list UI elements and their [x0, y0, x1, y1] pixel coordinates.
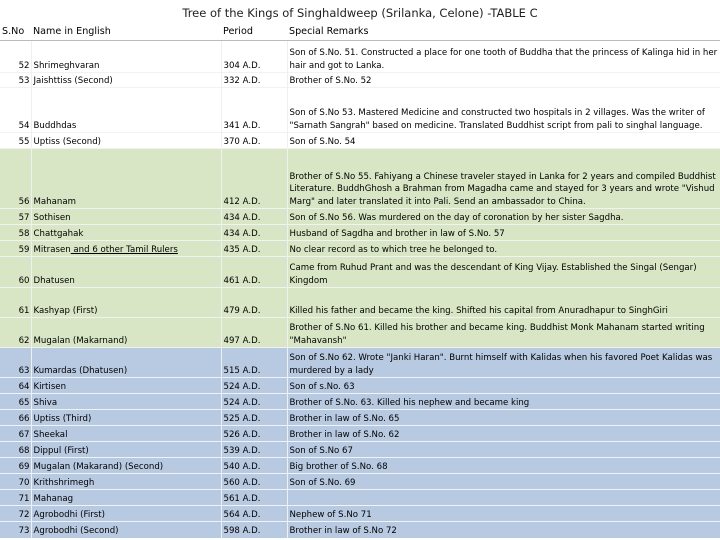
cell-period: 526 A.D.	[221, 426, 287, 442]
cell-name	[31, 458, 221, 474]
cell-remarks: Son of S.No 53. Mastered Medicine and constructed two hospitals in 2 villages. Was the writer of "Sarnath Sangrah" based on medicine. Translated Buddhist script from pali to singhal language.	[287, 88, 720, 133]
cell-remarks: Husband of Sagdha and brother in law of S.No. 57	[287, 225, 720, 241]
cell-period: 332 A.D.	[221, 73, 287, 88]
table-row	[0, 410, 720, 426]
cell-sno: 61	[0, 288, 31, 318]
cell-sno: 67	[0, 426, 31, 442]
table-row	[0, 288, 720, 318]
cell-period: 341 A.D.	[221, 88, 287, 133]
table-row	[0, 209, 720, 225]
king-name: Shrimeghvaran	[33, 60, 100, 71]
table-row	[0, 88, 720, 133]
cell-sno: 71	[0, 490, 31, 506]
cell-remarks: Brother in law of S.No. 65	[287, 410, 720, 426]
table-row	[0, 426, 720, 442]
cell-name	[31, 149, 221, 209]
cell-sno: 65	[0, 394, 31, 410]
cell-sno: 69	[0, 458, 31, 474]
king-name: Kirtisen	[33, 381, 67, 392]
cell-sno: 63	[0, 348, 31, 378]
cell-name	[31, 426, 221, 442]
cell-sno: 73	[0, 522, 31, 538]
cell-name	[31, 490, 221, 506]
table-row	[0, 378, 720, 394]
cell-period: 304 A.D.	[221, 41, 287, 73]
cell-name	[31, 88, 221, 133]
cell-sno: 52	[0, 41, 31, 73]
cell-remarks	[287, 490, 720, 506]
cell-sno: 54	[0, 88, 31, 133]
cell-name	[31, 442, 221, 458]
table-row	[0, 241, 720, 257]
cell-name	[31, 506, 221, 522]
table-row	[0, 394, 720, 410]
cell-period: 524 A.D.	[221, 394, 287, 410]
cell-period: 525 A.D.	[221, 410, 287, 426]
cell-remarks: Brother in law of S.No 72	[287, 522, 720, 538]
table-row	[0, 522, 720, 538]
king-name: Dhatusen	[33, 275, 75, 286]
table-row	[0, 73, 720, 88]
king-name: Sheekal	[33, 429, 68, 440]
cell-sno: 66	[0, 410, 31, 426]
table-row	[0, 490, 720, 506]
king-name-extra: and 6 other Tamil Rulers	[70, 244, 178, 255]
cell-remarks: Brother of S.No 61. Killed his brother and became king. Buddhist Monk Mahanam started writing "Mahavansh"	[287, 318, 720, 348]
cell-remarks: Big brother of S.No. 68	[287, 458, 720, 474]
table-row	[0, 348, 720, 378]
cell-name	[31, 257, 221, 288]
cell-sno: 70	[0, 474, 31, 490]
cell-remarks: No clear record as to which tree he belonged to.	[287, 241, 720, 257]
cell-name	[31, 378, 221, 394]
king-name: Mugalan (Makarand) (Second)	[33, 461, 164, 472]
table-row	[0, 41, 720, 73]
cell-name	[31, 225, 221, 241]
cell-period: 412 A.D.	[221, 149, 287, 209]
cell-remarks: Brother of S.No 55. Fahiyang a Chinese traveler stayed in Lanka for 2 years and compiled Buddhist Literature. BuddhGhosh a Brahman from Magadha came and stayed for 3 years and wrote "Vishud Marg" and later translated it into Pali. Send an ambassador to China.	[287, 149, 720, 209]
cell-period: 479 A.D.	[221, 288, 287, 318]
header-remarks: Special Remarks	[287, 24, 720, 41]
header-sno: S.No	[0, 24, 31, 41]
table-row	[0, 149, 720, 209]
cell-sno: 59	[0, 241, 31, 257]
header-name: Name in English	[31, 24, 221, 41]
cell-period: 497 A.D.	[221, 318, 287, 348]
cell-period: 598 A.D.	[221, 522, 287, 538]
cell-remarks: Son of S.No 67	[287, 442, 720, 458]
king-name: Uptiss (Second)	[33, 136, 102, 147]
cell-sno: 72	[0, 506, 31, 522]
cell-period: 434 A.D.	[221, 209, 287, 225]
table-row	[0, 458, 720, 474]
king-name: Mahanam	[33, 196, 76, 207]
cell-remarks: Killed his father and became the king. Shifted his capital from Anuradhapur to SinghGiri	[287, 288, 720, 318]
cell-sno: 56	[0, 149, 31, 209]
cell-period: 540 A.D.	[221, 458, 287, 474]
king-name: Buddhdas	[33, 120, 77, 131]
cell-name	[31, 410, 221, 426]
cell-name	[31, 41, 221, 73]
cell-sno: 57	[0, 209, 31, 225]
king-name: Shiva	[33, 397, 58, 408]
header-period: Period	[221, 24, 287, 41]
king-name: Kashyap (First)	[33, 305, 98, 316]
cell-name	[31, 73, 221, 88]
king-name: Mugalan (Makarnand)	[33, 335, 128, 346]
cell-name	[31, 318, 221, 348]
cell-period: 539 A.D.	[221, 442, 287, 458]
cell-period: 461 A.D.	[221, 257, 287, 288]
king-name: Krithshrimegh	[33, 477, 95, 488]
cell-remarks: Nephew of S.No 71	[287, 506, 720, 522]
cell-sno: 58	[0, 225, 31, 241]
cell-name	[31, 241, 221, 257]
cell-sno: 62	[0, 318, 31, 348]
cell-sno: 64	[0, 378, 31, 394]
page-title: Tree of the Kings of Singhaldweep (Srilanka, Celone) -TABLE C	[182, 6, 538, 20]
king-name: Sothisen	[33, 212, 71, 223]
king-name: Chattgahak	[33, 228, 84, 239]
table-row	[0, 506, 720, 522]
cell-sno: 60	[0, 257, 31, 288]
cell-name	[31, 288, 221, 318]
cell-name	[31, 348, 221, 378]
king-name: Jaishttiss (Second)	[33, 75, 113, 86]
cell-period: 435 A.D.	[221, 241, 287, 257]
cell-remarks: Brother of S.No. 52	[287, 73, 720, 88]
cell-sno: 55	[0, 133, 31, 149]
cell-period: 564 A.D.	[221, 506, 287, 522]
cell-name	[31, 209, 221, 225]
cell-remarks: Son of S.No 62. Wrote "Janki Haran". Burnt himself with Kalidas when his favored Poet Kalidas was murdered by a lady	[287, 348, 720, 378]
table-row	[0, 442, 720, 458]
king-name: Mahanag	[33, 493, 74, 504]
cell-remarks: Son of s.No. 63	[287, 378, 720, 394]
king-name: Agrobodhi (Second)	[33, 526, 119, 536]
cell-period: 561 A.D.	[221, 490, 287, 506]
cell-name	[31, 133, 221, 149]
cell-name	[31, 474, 221, 490]
cell-remarks: Son of S.No. 69	[287, 474, 720, 490]
cell-period: 524 A.D.	[221, 378, 287, 394]
cell-remarks: Came from Ruhud Prant and was the descendant of King Vijay. Established the Singal (Sengar) Kingdom	[287, 257, 720, 288]
cell-remarks: Son of S.No 56. Was murdered on the day of coronation by her sister Sagdha.	[287, 209, 720, 225]
table-row	[0, 257, 720, 288]
kings-table	[0, 24, 720, 538]
table-row	[0, 474, 720, 490]
table-row	[0, 133, 720, 149]
table-row	[0, 318, 720, 348]
cell-name	[31, 522, 221, 538]
king-name: Agrobodhi (First)	[33, 509, 105, 520]
cell-remarks: Brother of S.No. 63. Killed his nephew and became king	[287, 394, 720, 410]
king-name: Uptiss (Third)	[33, 413, 92, 424]
king-name: Kumardas (Dhatusen)	[33, 365, 128, 376]
cell-remarks: Son of S.No. 51. Constructed a place for one tooth of Buddha that the princess of Kalinga hid in her hair and got to Lanka.	[287, 41, 720, 73]
cell-sno: 53	[0, 73, 31, 88]
cell-sno: 68	[0, 442, 31, 458]
table-header-row	[0, 24, 720, 41]
cell-name	[31, 394, 221, 410]
table-row	[0, 225, 720, 241]
cell-remarks: Son of S.No. 54	[287, 133, 720, 149]
cell-period: 560 A.D.	[221, 474, 287, 490]
king-name: Mitrasen	[33, 244, 71, 255]
cell-period: 515 A.D.	[221, 348, 287, 378]
cell-remarks: Brother in law of S.No. 62	[287, 426, 720, 442]
king-name: Dippul (First)	[33, 445, 89, 456]
cell-period: 370 A.D.	[221, 133, 287, 149]
cell-period: 434 A.D.	[221, 225, 287, 241]
